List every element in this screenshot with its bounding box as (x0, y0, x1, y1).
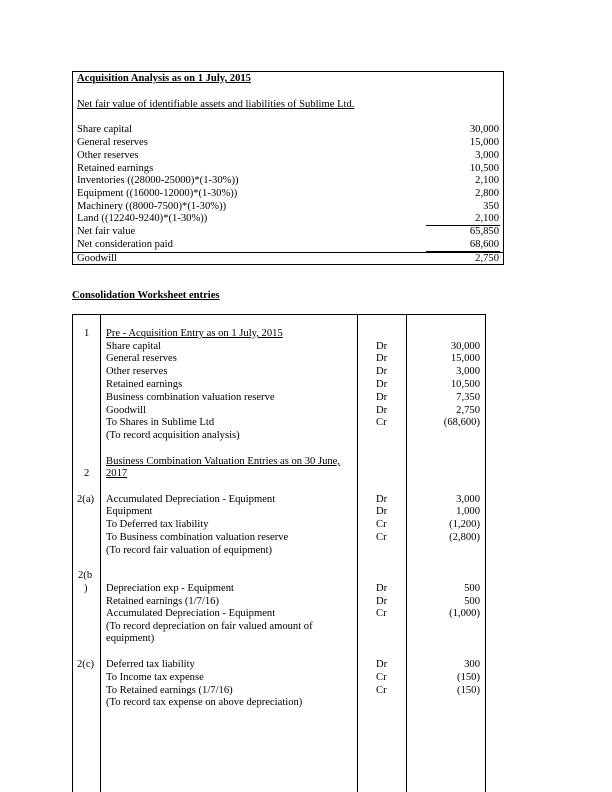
col-divider-1 (100, 314, 101, 792)
acq-row-label: Machinery ((8000-7500)*(1-30%)) (77, 201, 227, 212)
entry-line-amount: 7,350 (456, 392, 480, 403)
entry-line-drcr: Cr (376, 608, 387, 619)
entry-line-label: Retained earnings (106, 379, 183, 390)
table-right-border (485, 314, 486, 792)
entry-line-label: Other reserves (106, 366, 168, 377)
entry-line-drcr: Cr (376, 532, 387, 543)
entry-number-line2: ) (84, 583, 88, 594)
acquisition-subtitle: Net fair value of identifiable assets and liabilities of Sublime Ltd. (77, 99, 355, 110)
entry-line-label: To Retained earnings (1/7/16) (106, 685, 233, 696)
entry-line-amount: 3,000 (456, 366, 480, 377)
entry-note: (To record fair valuation of equipment) (106, 545, 273, 556)
acq-row-value: 68,600 (469, 239, 499, 250)
entry-line-label: Retained earnings (1/7/16) (106, 596, 219, 607)
entry-line-drcr: Dr (376, 405, 388, 416)
acq-row-label: General reserves (77, 137, 148, 148)
entry-line-label: Share capital (106, 341, 162, 352)
entry-title-line1: Business Combination Valuation Entries as on 30 June, (106, 456, 341, 467)
entry-line-label: Accumulated Depreciation - Equipment (106, 494, 276, 505)
entry-line-drcr: Dr (376, 353, 388, 364)
acq-row-label: Equipment ((16000-12000)*(1-30%)) (77, 188, 238, 199)
acq-row-value: 2,800 (475, 188, 499, 199)
entry-number: 2 (84, 468, 90, 479)
entry-line-label: Equipment (106, 506, 153, 517)
entry-line-amount: (2,800) (449, 532, 480, 543)
acq-row-value: 15,000 (469, 137, 499, 148)
col-divider-2 (357, 314, 358, 792)
entry-line-drcr: Dr (376, 596, 388, 607)
entry-line-amount: 30,000 (450, 341, 480, 352)
acq-row-value: 65,850 (469, 226, 499, 237)
entry-line-label: Accumulated Depreciation - Equipment (106, 608, 276, 619)
entry-line-amount: 3,000 (456, 494, 480, 505)
entry-line-drcr: Dr (376, 341, 388, 352)
entry-line-amount: (68,600) (443, 417, 480, 428)
entry-line-amount: 300 (464, 659, 480, 670)
entry-line-label: Goodwill (106, 405, 147, 416)
acq-row-label: Goodwill (77, 253, 118, 264)
acq-row-value: 2,100 (475, 213, 499, 224)
entry-line-drcr: Cr (376, 519, 387, 530)
entry-number: 2(c) (77, 659, 95, 670)
goodwill-row-rule (72, 252, 504, 253)
acq-row-label: Net consideration paid (77, 239, 173, 250)
acq-row-value: 350 (483, 201, 499, 212)
entry-note: (To record acquisition analysis) (106, 430, 240, 441)
acq-row-value: 30,000 (469, 124, 499, 135)
entry-number: 1 (84, 328, 90, 339)
acq-row-value: 3,000 (475, 150, 499, 161)
entry-number: 2(a) (77, 494, 95, 505)
acq-row-label: Net fair value (77, 226, 136, 237)
col-divider-3 (406, 314, 407, 792)
entry-line-drcr: Cr (376, 685, 387, 696)
entry-line-label: To Shares in Sublime Ltd (106, 417, 215, 428)
entry-line-label: Deferred tax liability (106, 659, 195, 670)
entry-line-amount: 500 (464, 596, 480, 607)
entry-line-drcr: Cr (376, 417, 387, 428)
entry-line-amount: (1,200) (449, 519, 480, 530)
entry-line-label: General reserves (106, 353, 177, 364)
entry-title-line2: 2017 (106, 468, 128, 479)
acq-row-value: 2,100 (475, 175, 499, 186)
entry-line-drcr: Dr (376, 659, 388, 670)
entry-line-amount: (150) (457, 672, 480, 683)
entry-line-drcr: Cr (376, 672, 387, 683)
entry-line-amount: (150) (457, 685, 480, 696)
entry-line-label: Business combination valuation reserve (106, 392, 275, 403)
entry-line-label: To Income tax expense (106, 672, 204, 683)
entry-line-amount: 500 (464, 583, 480, 594)
entry-title: Pre - Acquisition Entry as on 1 July, 2015 (106, 328, 283, 339)
entry-note-line1: (To record depreciation on fair valued amount of (106, 621, 313, 632)
entry-line-amount: 10,500 (450, 379, 480, 390)
entry-line-amount: (1,000) (449, 608, 480, 619)
acq-row-label: Land ((12240-9240)*(1-30%)) (77, 213, 208, 224)
entry-note: (To record tax expense on above depreciation) (106, 697, 303, 708)
entry-line-drcr: Dr (376, 366, 388, 377)
acq-row-value: 2,750 (475, 253, 499, 264)
entry-line-drcr: Dr (376, 379, 388, 390)
acq-row-label: Retained earnings (77, 163, 154, 174)
acq-row-label: Other reserves (77, 150, 139, 161)
entry-line-label: To Deferred tax liability (106, 519, 209, 530)
entry-line-drcr: Dr (376, 392, 388, 403)
acq-row-value: 10,500 (469, 163, 499, 174)
entry-line-amount: 15,000 (450, 353, 480, 364)
table-top-border (72, 314, 486, 315)
entry-line-amount: 2,750 (456, 405, 480, 416)
acq-row-label: Share capital (77, 124, 133, 135)
entry-line-drcr: Dr (376, 583, 388, 594)
acq-row-label: Inventories ((28000-25000)*(1-30%)) (77, 175, 239, 186)
entry-line-drcr: Dr (376, 506, 388, 517)
entry-note-line2: equipment) (106, 633, 155, 644)
entry-number-line1: 2(b (78, 570, 93, 581)
consolidation-heading: Consolidation Worksheet entries (72, 290, 220, 301)
entry-line-label: Depreciation exp - Equipment (106, 583, 234, 594)
acquisition-title: Acquisition Analysis as on 1 July, 2015 (77, 73, 251, 84)
table-left-border (72, 314, 73, 792)
entry-line-drcr: Dr (376, 494, 388, 505)
entry-line-amount: 1,000 (456, 506, 480, 517)
entry-line-label: To Business combination valuation reserve (106, 532, 289, 543)
